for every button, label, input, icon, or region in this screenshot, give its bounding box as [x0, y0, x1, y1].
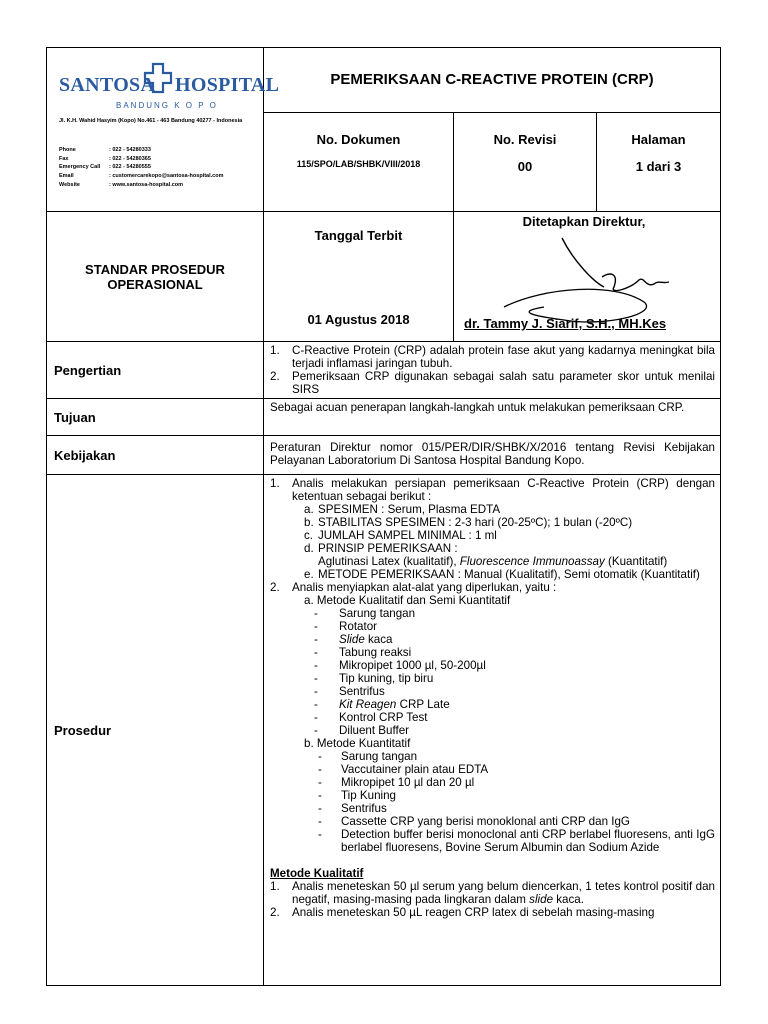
equipment-item: - Slide kaca [314, 633, 393, 646]
hospital-contacts [59, 146, 223, 190]
equipment-item: - Tip Kuning [318, 789, 396, 802]
list-item: 2. Pemeriksaan CRP digunakan sebagai salah satu parameter skor untuk menilai SIRS [270, 370, 715, 396]
list-item: 2. Analis menyiapkan alat-alat yang diperlukan, yaitu : [270, 581, 715, 594]
contact-label: Website [59, 181, 80, 188]
doc-number-value: 115/SPO/LAB/SHBK/VIII/2018 [296, 159, 421, 169]
equipment-item: - Mikropipet 10 µl dan 20 µl [318, 776, 475, 789]
sub-item: c. JUMLAH SAMPEL MINIMAL : 1 ml [304, 529, 497, 542]
page-value: 1 dari 3 [635, 159, 682, 174]
doc-number-cell [264, 113, 454, 212]
equipment-item: - Detection buffer berisi monoclonal anti CRP berlabel fluoresens, anti IgG berlabel fluoresens, Bovine Serum Albumin dan Sodium Azide [318, 828, 715, 854]
logo-text-right: HOSPITAL [175, 74, 280, 96]
page-cell [597, 113, 721, 212]
pengertian-item: Pemeriksaan CRP digunakan sebagai salah satu parameter skor untuk menilai SIRS [292, 370, 715, 396]
equipment-item: - Diluent Buffer [314, 724, 410, 737]
header-table [46, 47, 721, 342]
logo-location: BANDUNG K O P O [116, 101, 218, 110]
contact-row [59, 146, 223, 155]
list-item: 2. Analis meneteskan 50 µL reagen CRP latex di sebelah masing-masing [270, 906, 655, 919]
contact-row [59, 181, 223, 190]
equipment-item: - Sarung tangan [318, 750, 418, 763]
equipment-item: - Tip kuning, tip biru [314, 672, 434, 685]
contact-value: : www.santosa-hospital.com [109, 181, 184, 188]
method-heading: b. Metode Kuantitatif [304, 737, 411, 750]
prosedur-step: Analis melakukan persiapan pemeriksaan C-Reactive Protein (CRP) dengan ketentuan sebagai berikut : [292, 477, 715, 503]
equipment-item: - Sentrifus [318, 802, 387, 815]
document-title: PEMERIKSAAN C-REACTIVE PROTEIN (CRP) [264, 48, 721, 113]
contact-value: : 022 - 54280555 [109, 164, 151, 171]
contact-label: Fax [59, 155, 69, 162]
contact-row [59, 163, 223, 172]
pengertian-item: C-Reactive Protein (CRP) adalah protein fase akut yang kadarnya meningkat bila terjadi inflamasi jaringan tubuh. [292, 344, 715, 370]
logo-text-left: SANTOSA [59, 74, 156, 96]
equipment-item: - Rotator [314, 620, 378, 633]
equipment-item: - Mikropipet 1000 µl, 50-200µl [314, 659, 486, 672]
contact-value: : customercarekopo@santosa-hospital.com [109, 173, 224, 180]
contact-row [59, 172, 223, 181]
pengertian-content [264, 342, 721, 399]
sop-label: STANDAR PROSEDUR OPERASIONAL [47, 212, 264, 342]
tujuan-label: Tujuan [47, 399, 264, 436]
sub-item: d. PRINSIP PEMERIKSAAN : [304, 542, 458, 555]
contact-value: : 022 - 54280333 [109, 147, 151, 153]
sop-document [46, 47, 720, 1024]
hospital-header [47, 48, 280, 212]
issue-date-cell [264, 212, 454, 342]
contact-label: Email [59, 173, 74, 180]
tujuan-content: Sebagai acuan penerapan langkah-langkah untuk melakukan pemeriksaan CRP. [264, 399, 721, 436]
contact-value: : 022 - 54280365 [109, 155, 151, 162]
method-title: Metode Kualitatif [270, 867, 364, 880]
contact-label: Emergency Call [59, 164, 101, 171]
director-name: dr. Tammy J. Siarif, S.H., MH.Kes [464, 316, 667, 331]
sub-item: a. SPESIMEN : Serum, Plasma EDTA [304, 503, 501, 516]
cross-icon [143, 62, 173, 94]
list-item: 1. Analis meneteskan 50 µl serum yang belum diencerkan, 1 tetes kontrol positif dan negatif, masing-masing pada lingkaran dalam slide kaca. [270, 880, 715, 906]
method-heading: a. Metode Kualitatif dan Semi Kuantitatif [304, 594, 511, 607]
sub-item-detail: Aglutinasi Latex (kualitatif), Fluorescence Immunoassay (Kuantitatif) [318, 555, 668, 568]
issue-date-label: Tanggal Terbit [314, 228, 403, 243]
prosedur-content [264, 475, 721, 986]
approval-label: Ditetapkan Direktur, [522, 214, 646, 229]
equipment-item: - Tabung reaksi [314, 646, 412, 659]
sub-item: b. STABILITAS SPESIMEN : 2-3 hari (20-25ºC); 1 bulan (-20ºC) [304, 516, 633, 529]
equipment-item: - Kit Reagen CRP Late [314, 698, 450, 711]
hospital-address: Jl. K.H. Wahid Hasyim (Kopo) No.461 - 463 Bandung 40277 - Indonesia [59, 118, 243, 124]
kebijakan-label: Kebijakan [47, 436, 264, 475]
equipment-item: - Sarung tangan [314, 607, 416, 620]
pengertian-label: Pengertian [47, 342, 264, 399]
approval-cell [454, 212, 721, 342]
contact-row [59, 155, 223, 164]
revision-cell [454, 113, 597, 212]
kebijakan-content: Peraturan Direktur nomor 015/PER/DIR/SHBK/X/2016 tentang Revisi Kebijakan Pelayanan Laboratorium Di Santosa Hospital Bandung Kopo. [264, 436, 721, 475]
content-table [46, 341, 721, 986]
equipment-item: - Sentrifus [314, 685, 385, 698]
hospital-logo [59, 62, 280, 112]
contact-label: Phone [59, 147, 76, 153]
doc-number-label: No. Dokumen [316, 132, 401, 147]
revision-label: No. Revisi [493, 132, 557, 147]
sub-item: e. METODE PEMERIKSAAN : Manual (Kualitatif), Semi otomatik (Kuantitatif) [304, 568, 700, 581]
list-item: 1. Analis melakukan persiapan pemeriksaan C-Reactive Protein (CRP) dengan ketentuan sebagai berikut : [270, 477, 715, 503]
equipment-item: - Cassette CRP yang berisi monoklonal anti CRP dan IgG [318, 815, 630, 828]
prosedur-label: Prosedur [47, 475, 264, 986]
list-item: 1. C-Reactive Protein (CRP) adalah protein fase akut yang kadarnya meningkat bila terjadi inflamasi jaringan tubuh. [270, 344, 715, 370]
page-label: Halaman [631, 132, 686, 147]
issue-date-value: 01 Agustus 2018 [307, 312, 410, 327]
revision-value: 00 [517, 159, 533, 174]
prosedur-step: Analis menyiapkan alat-alat yang diperlukan, yaitu : [292, 581, 557, 594]
equipment-item: - Vaccutainer plain atau EDTA [318, 763, 489, 776]
equipment-item: - Kontrol CRP Test [314, 711, 428, 724]
